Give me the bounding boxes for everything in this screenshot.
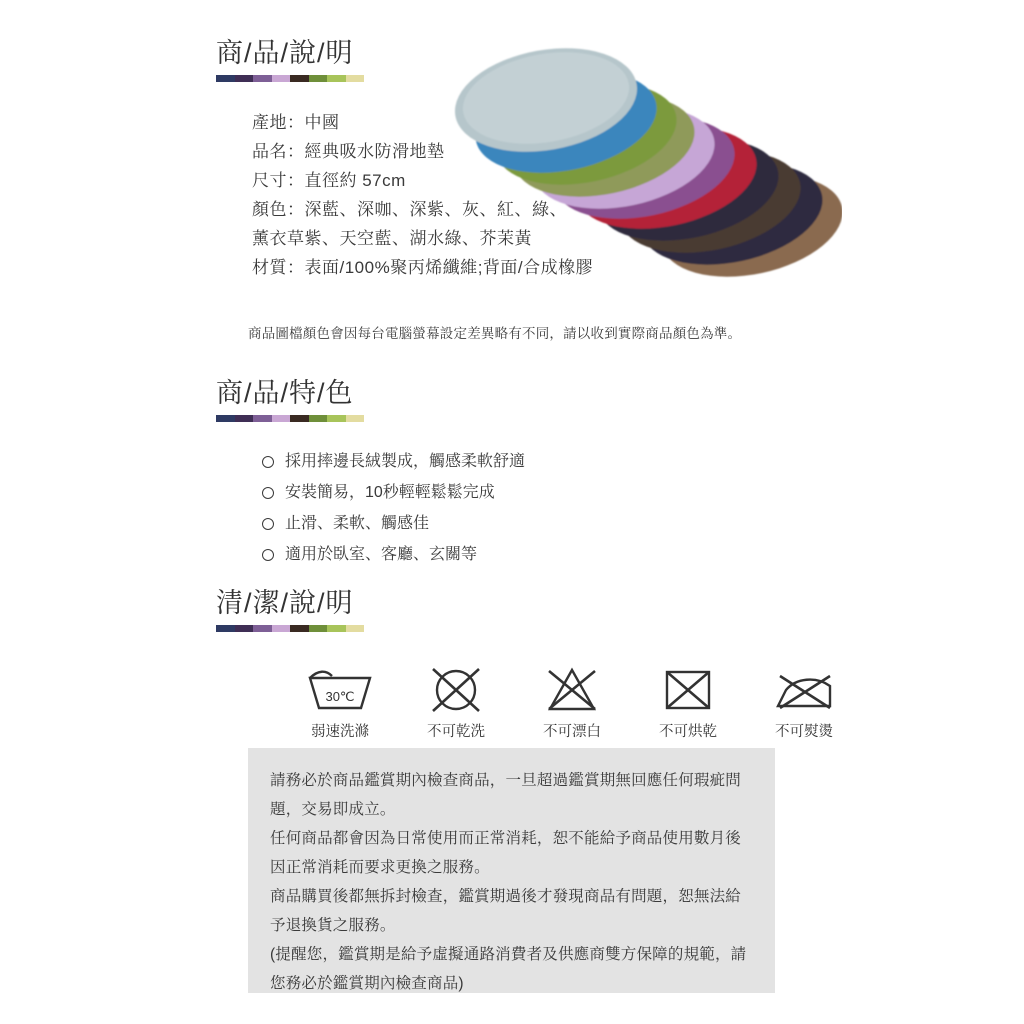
care-label: 不可乾洗 xyxy=(427,724,485,740)
care-item-wash xyxy=(300,660,380,741)
no-dry-clean-icon xyxy=(416,660,496,718)
list-item xyxy=(262,539,525,570)
spec-line: 尺寸：直徑約 57cm xyxy=(252,171,406,190)
terms-and-conditions-box xyxy=(248,748,775,993)
care-label: 不可漂白 xyxy=(543,724,601,740)
list-item xyxy=(262,508,525,539)
circle-bullet-icon xyxy=(262,487,274,499)
section-title-care: 清/潔/說/明 xyxy=(216,588,354,618)
spec-list xyxy=(252,108,593,282)
swatch-bar-spec xyxy=(216,75,364,82)
care-item-iron xyxy=(764,660,844,741)
care-label: 不可烘乾 xyxy=(659,724,717,740)
feature-text: 適用於臥室、客廳、玄關等 xyxy=(285,546,478,563)
care-item-bleach xyxy=(532,660,612,741)
section-heading-care xyxy=(216,588,364,632)
care-symbol-row xyxy=(300,660,844,741)
spec-line: 薰衣草紫、天空藍、湖水綠、芥茉黃 xyxy=(252,229,532,248)
swatch-bar-care xyxy=(216,625,364,632)
terms-paragraph: (提醒您，鑑賞期是給予虛擬通路消費者及供應商雙方保障的規範，請您務必於鑑賞期內檢查商品) xyxy=(270,946,747,992)
circle-bullet-icon xyxy=(262,549,274,561)
wash-tub-30c-icon xyxy=(300,660,380,718)
no-tumble-dry-icon xyxy=(648,660,728,718)
feature-text: 採用摔邊長絨製成，觸感柔軟舒適 xyxy=(285,453,526,470)
spec-line: 品名：經典吸水防滑地墊 xyxy=(252,142,445,161)
section-title-spec: 商/品/說/明 xyxy=(216,38,354,68)
list-item xyxy=(262,446,525,477)
section-title-features: 商/品/特/色 xyxy=(216,378,354,408)
svg-text:30℃: 30℃ xyxy=(325,689,355,704)
care-label: 不可熨燙 xyxy=(775,724,833,740)
circle-bullet-icon xyxy=(262,518,274,530)
terms-paragraph: 商品購買後都無拆封檢查，鑑賞期過後才發現商品有問題，恕無法給予退換貨之服務。 xyxy=(270,888,742,934)
feature-text: 安裝簡易，10秒輕輕鬆鬆完成 xyxy=(285,484,495,501)
circle-bullet-icon xyxy=(262,456,274,468)
section-heading-features xyxy=(216,378,364,422)
care-item-tumble-dry xyxy=(648,660,728,741)
list-item xyxy=(262,477,525,508)
care-item-dryclean xyxy=(416,660,496,741)
terms-paragraph: 任何商品都會因為日常使用而正常消耗，恕不能給予商品使用數月後因正常消耗而要求更換之服務。 xyxy=(270,830,742,876)
spec-line: 產地：中國 xyxy=(252,113,340,132)
feature-list xyxy=(262,446,525,570)
section-heading-spec xyxy=(216,38,364,82)
spec-line: 顏色：深藍、深咖、深紫、灰、紅、綠、 xyxy=(252,200,567,219)
terms-paragraph: 請務必於商品鑑賞期內檢查商品，一旦超過鑑賞期無回應任何瑕疵問題，交易即成立。 xyxy=(270,772,742,818)
no-iron-icon xyxy=(764,660,844,718)
feature-text: 止滑、柔軟、觸感佳 xyxy=(285,515,430,532)
care-label: 弱速洗滌 xyxy=(311,724,369,740)
color-disclaimer-note: 商品圖檔顏色會因每台電腦螢幕設定差異略有不同，請以收到實際商品顏色為準。 xyxy=(248,326,742,341)
spec-line: 材質：表面/100%聚丙烯纖維;背面/合成橡膠 xyxy=(252,258,594,277)
swatch-bar-features xyxy=(216,415,364,422)
no-bleach-icon xyxy=(532,660,612,718)
